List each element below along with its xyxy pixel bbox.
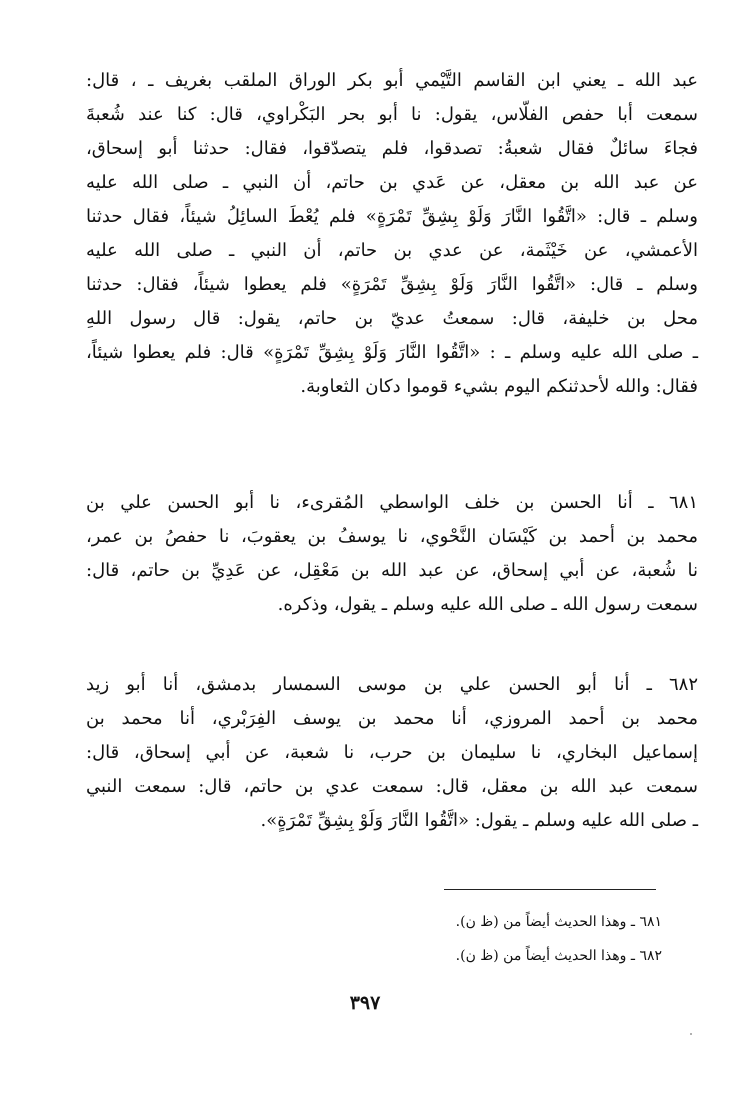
text-line: سمعت عبد الله بن معقل، قال: سمعت عدي بن حاتم، قال: سمعت النبي <box>86 776 698 797</box>
paragraph-continuation <box>86 64 698 404</box>
text-line: فقال: والله لأحدثنكم اليوم بشيء قوموا دكان الثعاوبة. <box>300 376 698 397</box>
text-line: الأعمشي، عن خَيْثَمة، عن عدي بن حاتم، أن النبي ـ صلى الله عليه <box>86 240 698 261</box>
text-line: ـ صلى الله عليه وسلم ـ : «اتَّقُوا النَّارَ وَلَوْ بِشِقِّ تَمْرَةٍ» قال: فلم يعطوا شيئاً، <box>86 342 698 363</box>
paragraph-hadith-681 <box>86 486 698 622</box>
text-line: وسلم ـ قال: «اتَّقُوا النَّارَ وَلَوْ بِشِقِّ تَمْرَةٍ» فلم يُعْطَ السائِلُ شيئاً، فقال حدثنا <box>86 206 698 227</box>
text-line: محمد بن أحمد بن كَيْسَان النَّحْوي، نا يوسفُ بن يعقوبَ، نا حفصُ بن عمر، <box>86 526 698 547</box>
text-line: سمعت رسول الله ـ صلى الله عليه وسلم ـ يقول، وذكره. <box>277 594 698 615</box>
text-line: نا شُعبة، عن أبي إسحاق، عن عبد الله بن مَعْقِل، عن عَدِيِّ بن حاتم، قال: <box>86 560 698 581</box>
footnotes <box>250 905 662 973</box>
text-line: محمد بن أحمد المروزي، أنا محمد بن يوسف الفِرَبْري، أنا محمد بن <box>86 708 698 729</box>
page-number: ٣٩٧ <box>349 992 381 1014</box>
footnote-divider <box>444 889 656 890</box>
text-line: محل بن خليفة، قال: سمعتُ عديّ بن حاتم، يقول: قال رسول اللهِ <box>86 308 698 329</box>
footnote-682: ٦٨٢ ـ وهذا الحديث أيضاً من (ظ ن). <box>455 948 662 964</box>
text-line: عن عبد الله بن معقل، عن عَدي بن حاتم، أن النبي ـ صلى الله عليه <box>86 172 698 193</box>
text-line: عبد الله ـ يعني ابن القاسم التَّيْمي أبو بكر الوراق الملقب بغريف ـ ، قال: <box>86 70 698 91</box>
text-line: ـ صلى الله عليه وسلم ـ يقول: «اتَّقُوا النَّارَ وَلَوْ بِشِقِّ تَمْرَةٍ». <box>260 810 698 831</box>
text-line: إسماعيل البخاري، نا سليمان بن حرب، نا شعبة، عن أبي إسحاق، قال: <box>86 742 698 763</box>
text-line: وسلم ـ قال: «اتَّقُوا النَّارَ وَلَوْ بِشِقِّ تَمْرَةٍ» فلم يعطوا شيئاً، فقال: حدثنا <box>86 274 698 295</box>
text-line: فجاءَ سائلٌ فقال شعبةُ: تصدقوا، فلم يتصدّقوا، فقال: حدثنا أبو إسحاق، <box>86 138 698 159</box>
scan-speck <box>690 1033 692 1035</box>
paragraph-hadith-682 <box>86 668 698 838</box>
text-line: ٦٨٢ ـ أنا أبو الحسن علي بن موسى السمسار بدمشق، أنا أبو زيد <box>86 674 698 695</box>
text-line: ٦٨١ ـ أنا الحسن بن خلف الواسطي المُقرىء، نا أبو الحسن علي بن <box>86 492 698 513</box>
text-line: سمعت أبا حفص الفلّاس، يقول: نا أبو بحر البَكْراوي، قال: كنا عند شُعبةَ <box>86 104 698 125</box>
footnote-681: ٦٨١ ـ وهذا الحديث أيضاً من (ظ ن). <box>455 914 662 930</box>
